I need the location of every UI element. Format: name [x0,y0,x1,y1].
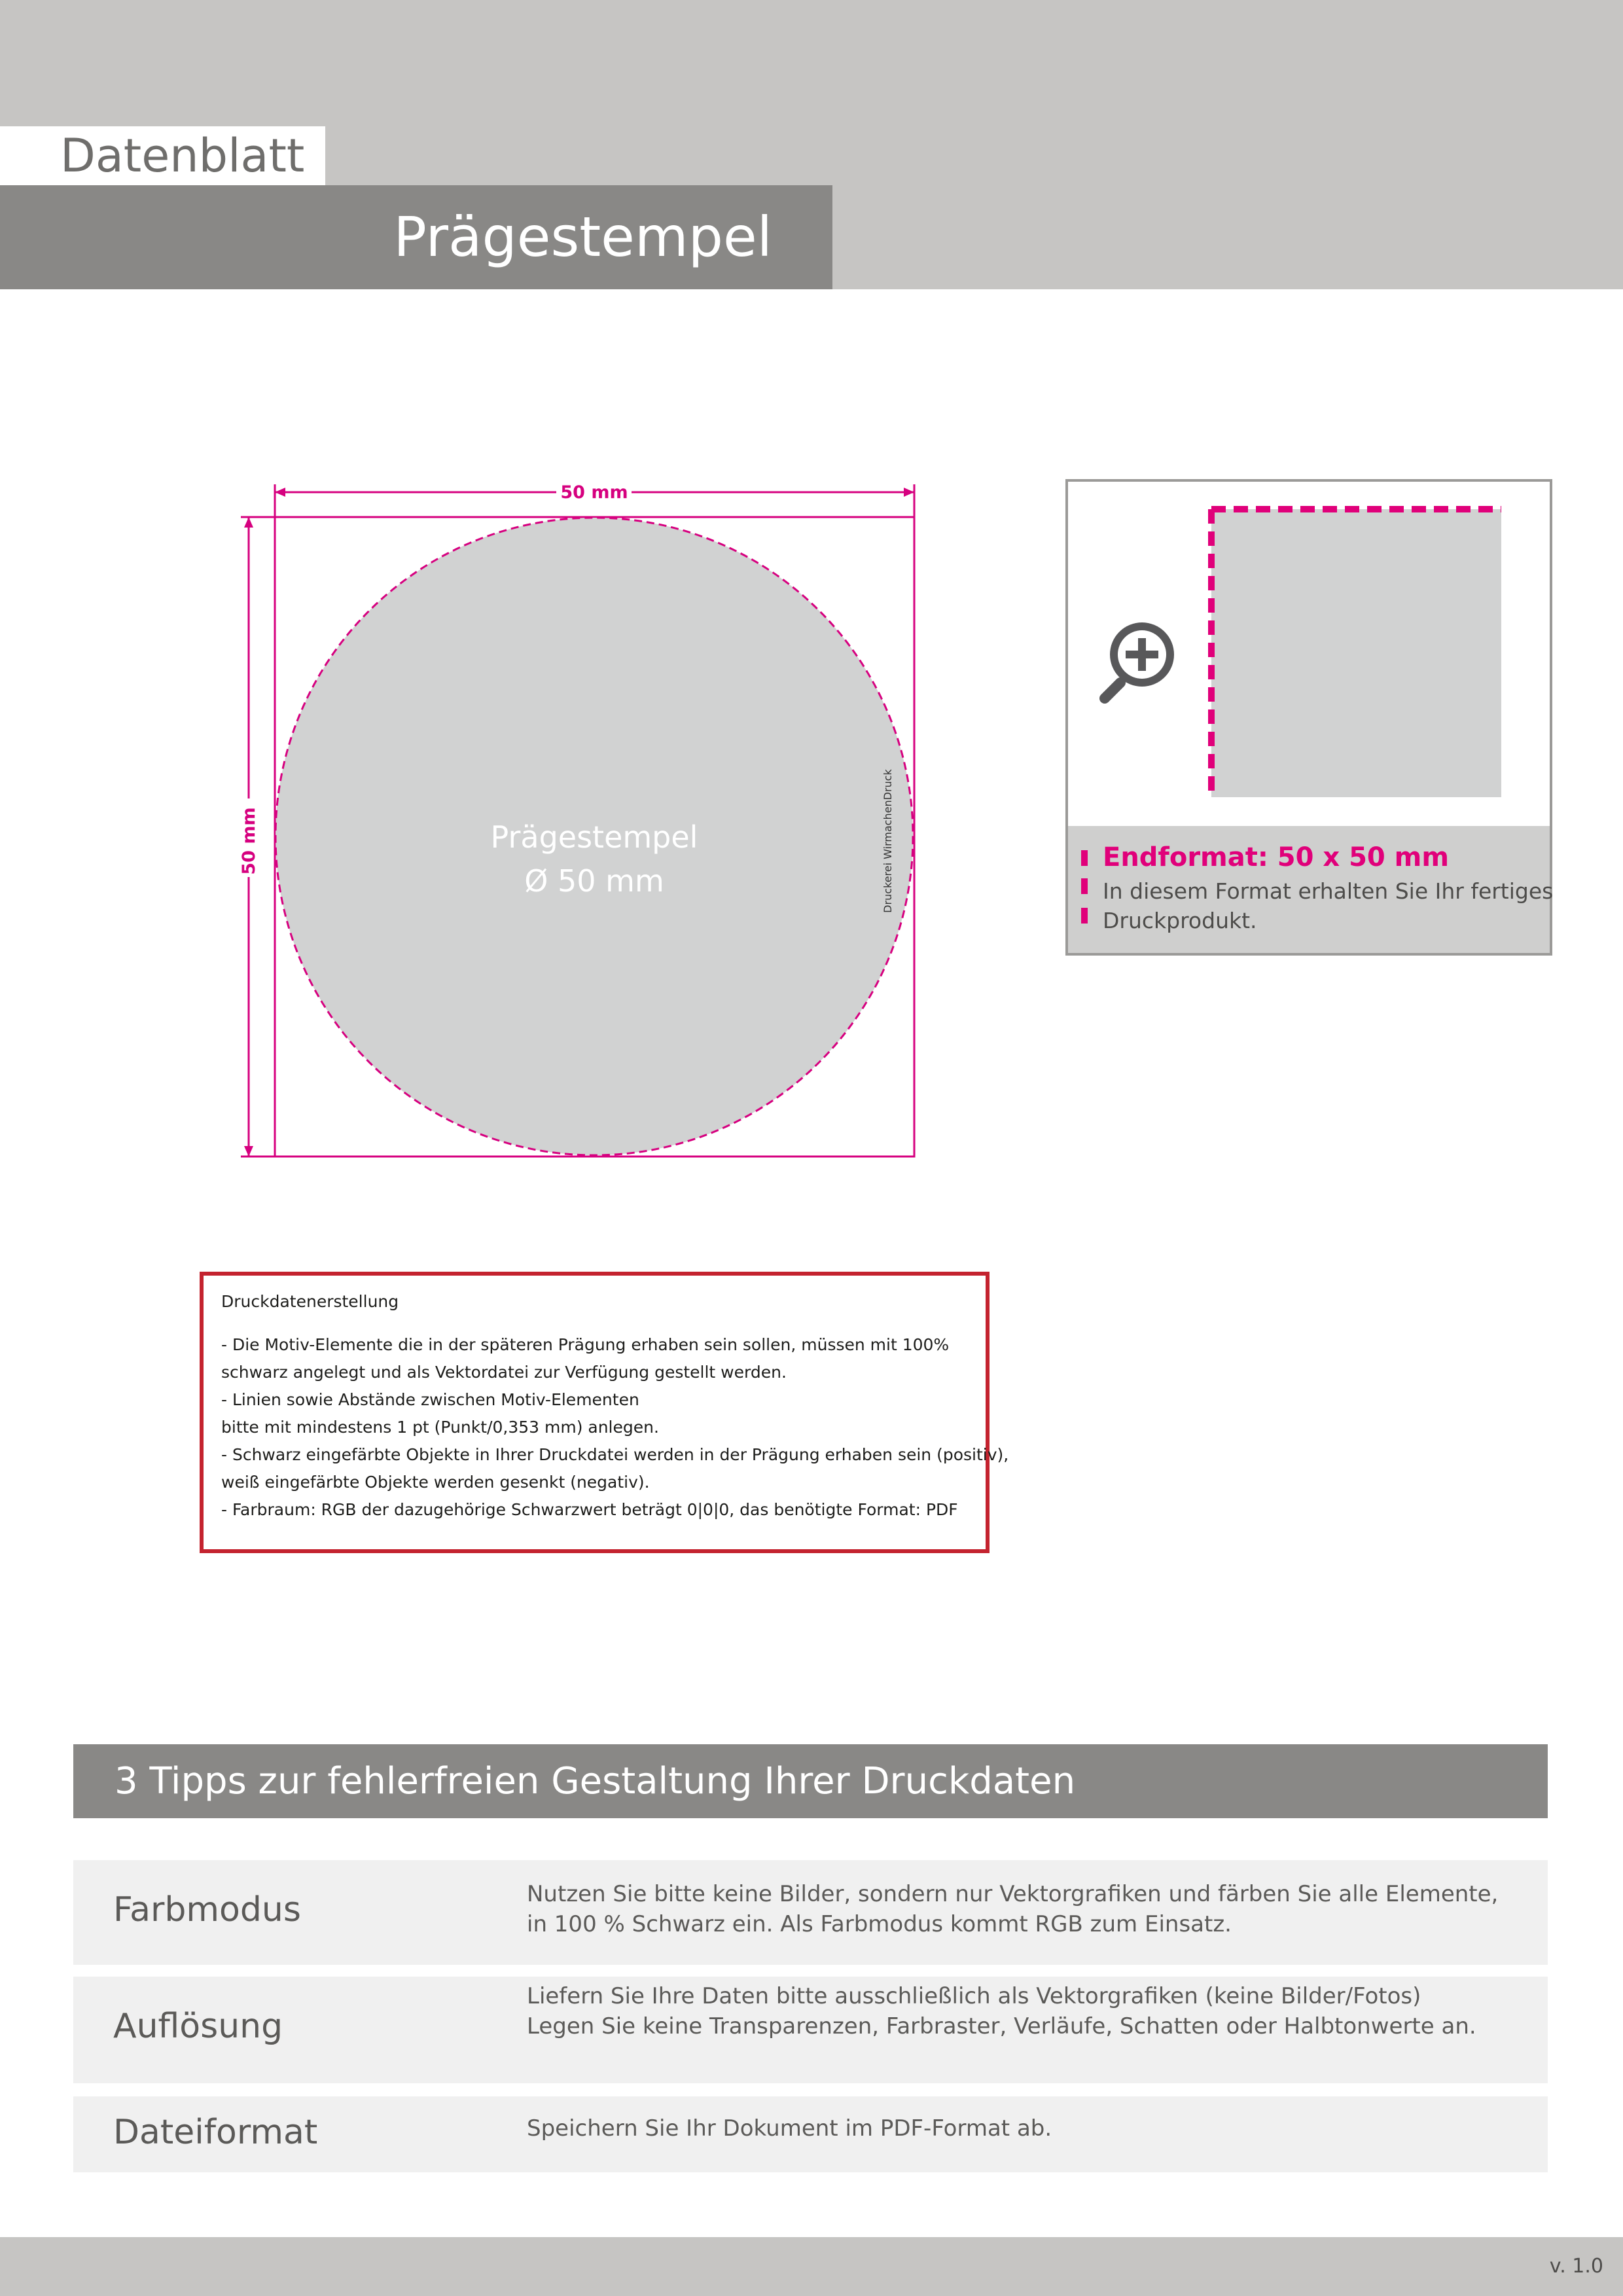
tip-text: Legen Sie keine Transparenzen, Farbraster, Verläufe, Schatten oder Halbtonwerte an. [527,2013,1476,2039]
tip-label: Farbmodus [113,1890,301,1929]
tip-text: Nutzen Sie bitte keine Bilder, sondern nur Vektorgrafiken und färben Sie alle Elemente, [527,1881,1499,1907]
tip-label: Dateiformat [113,2113,318,2152]
endformat-title: Endformat: 50 x 50 mm [1103,842,1450,872]
height-label: 50 mm [239,807,259,875]
tip-text: Liefern Sie Ihre Daten bitte ausschließlich als Vektorgrafiken (keine Bilder/Fotos) [527,1983,1421,2009]
note-line: - Schwarz eingefärbte Objekte in Ihrer Druckdatei werden in der Prägung erhaben sein (positiv), [221,1445,1009,1464]
note-line: - Die Motiv-Elemente die in der späteren Prägung erhaben sein sollen, müssen mit 100% [221,1335,950,1354]
width-label: 50 mm [560,482,628,503]
brand-logo-text: Druckerei WirmachenDruck [882,769,894,913]
note-line: weiß eingefärbte Objekte werden gesenkt (negativ). [221,1473,650,1492]
legend-dash-mark [1081,908,1088,924]
footer-bar [0,2237,1623,2296]
tip-text: in 100 % Schwarz ein. Als Farbmodus kommt RGB zum Einsatz. [527,1911,1232,1937]
zoom-in-icon [1105,622,1174,698]
tips-title: 3 Tipps zur fehlerfreien Gestaltung Ihrer Druckdaten [115,1760,1076,1803]
note-line: - Farbraum: RGB der dazugehörige Schwarzwert beträgt 0|0|0, das benötigte Format: PDF [221,1500,958,1519]
zoom-illustration [1068,482,1550,826]
endformat-description: In diesem Format erhalten Sie Ihr fertiges [1103,878,1554,904]
page-title: Prägestempel [393,205,772,269]
endformat-description: Druckprodukt. [1103,908,1257,933]
height-dimension [239,517,275,1157]
circle-title: Prägestempel [490,819,698,855]
circle-diameter: Ø 50 mm [524,863,664,899]
note-line: bitte mit mindestens 1 pt (Punkt/0,353 mm) anlegen. [221,1418,659,1437]
tip-label: Auflösung [113,2007,283,2046]
legend-dash-mark [1081,850,1088,866]
datasheet-label: Datenblatt [60,129,305,183]
version-label: v. 1.0 [1549,2255,1603,2278]
note-line: - Linien sowie Abstände zwischen Motiv-Elementen [221,1390,639,1409]
width-dimension [275,482,914,517]
legend-dash-mark [1081,878,1088,894]
note-line: schwarz angelegt und als Vektordatei zur Verfügung gestellt werden. [221,1363,787,1382]
note-heading: Druckdatenerstellung [221,1292,399,1311]
stamp-diagram [229,471,936,1178]
tip-text: Speichern Sie Ihr Dokument im PDF-Format ab. [527,2115,1052,2142]
